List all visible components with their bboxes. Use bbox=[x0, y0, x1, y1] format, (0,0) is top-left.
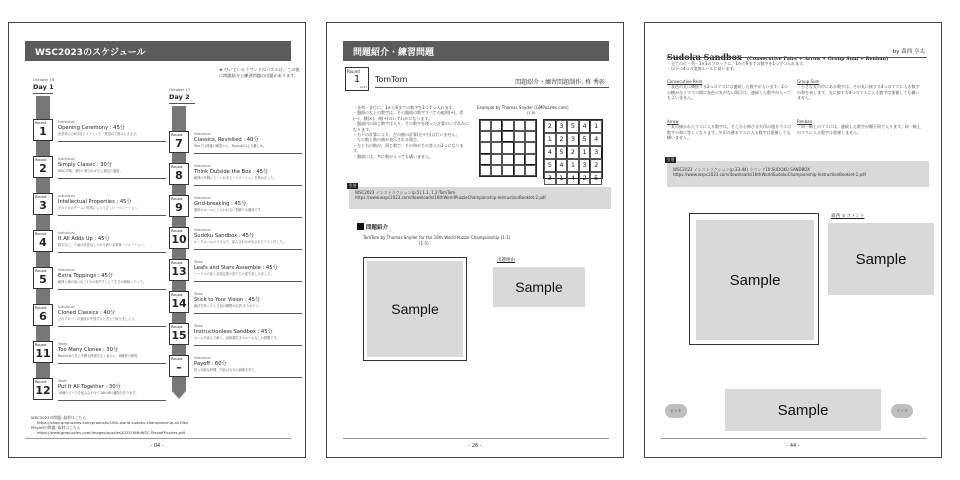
round-word: Round bbox=[171, 165, 183, 169]
round-desc: 西美和らの6分前トラフィック「発語がで進みとききさ。 bbox=[58, 132, 140, 136]
round-number: 12 bbox=[35, 384, 51, 397]
puzzle-cell bbox=[502, 154, 513, 165]
round-desc: オンクルールのパズルで、組み合わせが出されたテスト作した。 bbox=[194, 240, 287, 244]
round-type: Individual bbox=[58, 120, 75, 124]
round-sub: (1.1) bbox=[359, 85, 367, 89]
round-number: 10 bbox=[171, 233, 187, 246]
puzzle-cell bbox=[480, 131, 491, 142]
round-title: Sudoku Sandbox : 45分 bbox=[194, 233, 255, 239]
round-info bbox=[58, 342, 140, 358]
puzzle-sample-image: Sample bbox=[696, 220, 814, 340]
round-box bbox=[169, 323, 189, 345]
round-word: Round bbox=[171, 133, 183, 137]
puzzle-cell bbox=[480, 120, 491, 131]
round-box bbox=[33, 156, 53, 178]
round-info bbox=[194, 292, 262, 308]
intro-text: ・全ての行・列・3×3のブロックに、1から9までの数字を1つずつ入れます。 ・以下の4つの追加ルールに従います。 bbox=[667, 61, 807, 72]
rule-block bbox=[797, 79, 921, 101]
round-title: Think Outside the Box : 45分 bbox=[194, 169, 269, 175]
solution-cell: 5 bbox=[556, 146, 568, 159]
puzzle-cell bbox=[525, 154, 536, 165]
schedule-note: ★ 付いているラウンドのパズルは、この後に問題紹介と練習問題の出題があります。 bbox=[219, 67, 300, 78]
rule-block bbox=[667, 79, 791, 101]
round-title: Opening Ceremony : 45分 bbox=[58, 125, 125, 131]
round-box bbox=[169, 259, 189, 281]
solution-cell: 4 bbox=[567, 172, 579, 185]
round-number: 5 bbox=[39, 273, 47, 286]
page-number: - 26 - bbox=[468, 443, 482, 449]
round-number: 15 bbox=[171, 329, 187, 342]
puzzle-cell bbox=[491, 131, 502, 142]
puzzle-cell bbox=[514, 131, 525, 142]
round-number: 14 bbox=[171, 297, 187, 310]
round-word: Round bbox=[171, 229, 183, 233]
solution-cell: 1 bbox=[544, 133, 556, 146]
round-word: Round bbox=[35, 121, 47, 125]
footer-links bbox=[31, 415, 301, 436]
round-word: Round bbox=[35, 195, 47, 199]
puzzle-cell bbox=[502, 142, 513, 153]
round-desc: Twoでは運番の練習から、Round2はより難しめ。 bbox=[194, 144, 267, 148]
round-info bbox=[194, 356, 258, 372]
round-info bbox=[194, 324, 280, 340]
round-number: 13 bbox=[171, 265, 187, 278]
comment-sample-image: Sample bbox=[828, 223, 934, 295]
ikasu-badge: イくス bbox=[891, 404, 913, 418]
reference-box bbox=[666, 157, 929, 187]
round-desc: 投入可能な時間、内容は当日の最後を見て。 bbox=[194, 368, 258, 372]
round-desc: 数字なし、た値は変更なしたがる新い参算系バリエーション。 bbox=[58, 243, 147, 247]
solution-cell: 1 bbox=[556, 172, 568, 185]
round-number: 3 bbox=[39, 199, 47, 212]
round-word: Round bbox=[171, 261, 183, 265]
page-number: - 44 - bbox=[786, 443, 800, 449]
round-desc: WSC対戦。還年の数合わが主に最定の番組。 bbox=[58, 169, 123, 173]
round-desc: それそれのチームの性質によって正しいバリエーション。 bbox=[58, 206, 141, 210]
round-number: 1 bbox=[353, 74, 361, 85]
round-info bbox=[194, 132, 266, 148]
round-info bbox=[194, 164, 277, 180]
rule-text: ・同一線上のマスには、連続した数字が順不同で入ります。同一線上のマスに入る数字は重複しません。 bbox=[797, 124, 921, 135]
example-index: (1-0) bbox=[527, 111, 536, 115]
comment-label: 出題理由 bbox=[497, 258, 515, 263]
round-type: Individual bbox=[58, 194, 75, 198]
solution-cell: 2 bbox=[590, 159, 602, 172]
intro-caption: TomTom by Thomas Snyder for the 16th World Puzzle Championship (1.1) bbox=[363, 235, 511, 240]
round-number: 4 bbox=[39, 236, 47, 249]
author: by 森西 亨太 bbox=[892, 49, 925, 55]
rules-text bbox=[353, 105, 471, 159]
puzzle-cell bbox=[491, 142, 502, 153]
puzzle-cell bbox=[491, 120, 502, 131]
solution-cell: 2 bbox=[544, 120, 556, 133]
reference-tag: 引用 bbox=[666, 157, 675, 162]
round-type: Team bbox=[194, 324, 203, 328]
solution-cell: 1 bbox=[579, 146, 591, 159]
puzzle-frame bbox=[689, 213, 819, 345]
round-number: 1 bbox=[39, 125, 47, 138]
rule-line: ・左と右の数が、同じ数で、その和がその答えの1つになります。 bbox=[353, 142, 464, 154]
page-number: - 04 - bbox=[150, 443, 164, 449]
round-box bbox=[169, 131, 189, 153]
solution-cell: 5 bbox=[590, 172, 602, 185]
day2-date: October 17 bbox=[169, 87, 191, 92]
reference-tag: 引用 bbox=[348, 183, 357, 188]
round-word: Round bbox=[347, 69, 360, 74]
page-puzzle-intro bbox=[326, 22, 624, 458]
solution-cell: 3 bbox=[567, 133, 579, 146]
page-title: Sudoku Sandbox bbox=[667, 52, 742, 62]
round-title: Extra Toppings : 45分 bbox=[58, 273, 113, 279]
round-title: It All Adds Up : 45分 bbox=[58, 236, 110, 242]
example-solution-grid bbox=[543, 119, 603, 182]
round-title: Leafs and Stars Assemble : 45分 bbox=[194, 265, 278, 271]
round-number: 6 bbox=[39, 310, 47, 323]
solution-cell: 5 bbox=[567, 120, 579, 133]
rule-name: Renban bbox=[797, 119, 813, 124]
example-caption: Example by Thomas Snyder (GMPuzzles.com) bbox=[477, 105, 569, 110]
round-info bbox=[58, 268, 146, 284]
rule-line: ・右下の計算により、左の値の計算(左÷右)は行いません。 bbox=[353, 131, 460, 137]
round-box bbox=[169, 163, 189, 185]
round-word: Round bbox=[35, 380, 47, 384]
round-title: Cloned Classics : 40分 bbox=[58, 310, 116, 316]
footer-link[interactable]: https://shop.gmpuzzles.com/products/16th-world-sudoku-championship-all-files bbox=[37, 420, 189, 426]
round-desc: Round 6の先に中間も関連を生く表示に、8種票の個別。 bbox=[58, 354, 141, 358]
puzzle-cell bbox=[514, 120, 525, 131]
footer-line: Playoffの問題: 取材はこちら bbox=[31, 425, 81, 431]
round-type: Team bbox=[58, 342, 67, 346]
solution-cell: 4 bbox=[590, 133, 602, 146]
round-title: Grid-breaking : 45分 bbox=[194, 201, 247, 207]
puzzle-name: TomTom bbox=[375, 75, 408, 84]
rule-text: ・小さな丸の中にある数字は、その丸に接する4つのマスに入る数字の和を表します。丸に接する4つのマスに入る数字は重複しても構いません。 bbox=[797, 84, 920, 101]
intro-index: (1-5) bbox=[419, 241, 429, 246]
round-number: 2 bbox=[39, 162, 47, 175]
round-word: Round bbox=[35, 343, 47, 347]
round-type: Individual bbox=[194, 356, 211, 360]
solution-cell: 2 bbox=[556, 133, 568, 146]
puzzle-cell bbox=[525, 142, 536, 153]
round-desc: 範囲の外側にヒントがあるバリエーションを集めました。 bbox=[194, 176, 277, 180]
rule-text: ・灰色の丸に隣接する2つのマスには連続した数字が入ります。2つの横か合うマスの間に灰色の丸がない場合は、連続した数字が入ってもよいません。 bbox=[667, 84, 791, 101]
round-info bbox=[194, 228, 286, 244]
rule-line: ・各列・各行に、1から6までの数字を1つずつ入れます。 bbox=[353, 105, 457, 110]
rule-name: Arrow bbox=[667, 119, 679, 124]
round-title: Intellectual Properties : 45分 bbox=[58, 199, 132, 205]
reference-link[interactable]: https://www.wspc2023.com/downloads/16thWorldSudokuChampionship-InstructionBooklet-2.pdf bbox=[673, 172, 866, 178]
puzzle-cell bbox=[514, 154, 525, 165]
round-type: Individual bbox=[58, 268, 75, 272]
round-title: Payoff : 60分 bbox=[194, 361, 227, 367]
credit: 問題紹介・練習問題制作: 柊 秀彰 bbox=[515, 79, 605, 86]
day1-date: October 16 bbox=[33, 77, 55, 82]
puzzle-cell bbox=[502, 165, 513, 176]
page-schedule bbox=[8, 22, 306, 458]
round-word: Round bbox=[35, 158, 47, 162]
solution-cell: 4 bbox=[556, 159, 568, 172]
round-title: Simply Classic : 30分 bbox=[58, 162, 113, 168]
round-title: Classics, Revisited : 40分 bbox=[194, 137, 259, 143]
round-type: Individual bbox=[58, 157, 75, 161]
round-box bbox=[169, 195, 189, 217]
section-label: 問題紹介 bbox=[357, 223, 388, 231]
page-subtitle: (Consecutive Pairs + Arrow + Group Sum + Renban) bbox=[746, 56, 889, 62]
puzzle-cell bbox=[480, 165, 491, 176]
round-box bbox=[33, 341, 53, 363]
day1-label: Day 1 bbox=[33, 83, 54, 91]
rule-name: Consecutive Pairs bbox=[667, 79, 703, 84]
round-desc: ルールを読んで解く。説明書抜きのルールなしの問題です。 bbox=[194, 336, 280, 340]
round-box bbox=[33, 304, 53, 326]
round-box bbox=[33, 378, 53, 400]
round-desc: 16個のピースを組み合わせて16x16の盤面を作ります。 bbox=[58, 391, 139, 395]
round-word: Round bbox=[171, 325, 183, 329]
solution-cell: 5 bbox=[544, 159, 556, 172]
round-number: 7 bbox=[175, 137, 183, 150]
round-type: Individual bbox=[194, 164, 211, 168]
round-info bbox=[194, 260, 278, 276]
puzzle-cell bbox=[525, 165, 536, 176]
round-box bbox=[169, 355, 189, 377]
round-box bbox=[33, 193, 53, 215]
round-word: Round bbox=[171, 293, 183, 297]
round-info bbox=[58, 120, 139, 136]
solution-cell: 5 bbox=[579, 133, 591, 146]
puzzle-cell bbox=[514, 165, 525, 176]
round-desc: 解法を持ったとき前の構想の応答 ありがとう。 bbox=[194, 304, 262, 308]
rule-line: ・盤面の左上の数字は、その盤面の数字すべての総和(+)、差(−)、積(×)、商(÷)のいずれかになります。 bbox=[353, 110, 464, 121]
reference-title: WSC2023 インストラクション(p.5) 1.1, 1.2:TomTom bbox=[355, 190, 456, 195]
round-type: Team bbox=[194, 292, 203, 296]
solution-cell: 3 bbox=[556, 120, 568, 133]
round-desc: 範囲と線の条に出て1分の条件すとして生きか無駄ったって。 bbox=[58, 280, 147, 284]
comment-label: 森西 's コメント bbox=[831, 214, 865, 219]
solution-cell: 1 bbox=[567, 159, 579, 172]
page-title: 問題紹介・練習問題 bbox=[343, 41, 609, 61]
round-desc: どのクローンの最終が中国すると答えて取りましょう。 bbox=[58, 317, 138, 321]
hint-sample-image: Sample bbox=[725, 389, 881, 431]
reference-box bbox=[348, 183, 611, 209]
round-info bbox=[194, 196, 264, 212]
round-info bbox=[58, 157, 123, 173]
solution-cell: 3 bbox=[544, 172, 556, 185]
solution-cell: 3 bbox=[590, 146, 602, 159]
round-number: 11 bbox=[35, 347, 51, 360]
round-title: Instructionless Sandbox : 45分 bbox=[194, 329, 273, 335]
solution-cell: 1 bbox=[590, 120, 602, 133]
day2-label: Day 2 bbox=[169, 93, 190, 101]
round-box bbox=[33, 230, 53, 252]
round-title: Too Many Clones : 30分 bbox=[58, 347, 119, 353]
round-word: Round bbox=[35, 306, 47, 310]
round-number: – bbox=[176, 361, 182, 374]
puzzle-cell bbox=[502, 131, 513, 142]
comment-sample-image: Sample bbox=[493, 267, 585, 307]
round-info bbox=[58, 194, 140, 210]
page-title: WSC2023のスケジュール bbox=[25, 41, 291, 61]
footer-link[interactable]: https://www.gmpuzzles.com/images/puzzles2023/16thWSC-PlayoffPuzzles.pdf bbox=[37, 430, 185, 436]
round-type: Individual bbox=[194, 228, 211, 232]
rule-line: ・盤面内の同じ数字は入り、その数字を使った計算のいずれかになります。 bbox=[353, 121, 469, 132]
round-desc: シーテルの星と多面定着の星たちの面を楽しみました。 bbox=[194, 272, 274, 276]
rule-line: ・左の数と数の値が表示される場合、 bbox=[353, 137, 421, 143]
round-box bbox=[33, 267, 53, 289]
reference-link[interactable]: https://www.wspc2023.com/downloads/16thWorldPuzzleChampionship-InstructionBooklet-2.pdf bbox=[355, 195, 546, 201]
solution-cell: 2 bbox=[567, 146, 579, 159]
puzzle-cell bbox=[502, 120, 513, 131]
round-title: Stick to Your Vision : 45分 bbox=[194, 297, 261, 303]
puzzle-cell bbox=[525, 120, 536, 131]
rule-block bbox=[797, 119, 921, 135]
solution-cell: 2 bbox=[579, 172, 591, 185]
round-info bbox=[58, 305, 138, 321]
round-type: Individual bbox=[194, 132, 211, 136]
solution-cell: 3 bbox=[579, 159, 591, 172]
rule-name: Group Sum bbox=[797, 79, 820, 84]
round-type: Team bbox=[194, 260, 203, 264]
round-word: Round bbox=[171, 197, 183, 201]
round-type: Individual bbox=[58, 231, 75, 235]
round-word: Round bbox=[35, 232, 47, 236]
round-word: Round bbox=[171, 357, 183, 361]
round-type: Team bbox=[58, 379, 67, 383]
footer-line: WSC2023の問題: 取材はこちら bbox=[31, 415, 87, 420]
puzzle-cell bbox=[525, 131, 536, 142]
round-info bbox=[58, 231, 147, 247]
round-box bbox=[169, 227, 189, 249]
rule-text: ・丸の描かれたマスに入る数字は、そこから伸びる矢印の通るマスの数字の和に等しくなります。矢印の通るマスに入る数字は重複しても構いません。 bbox=[667, 124, 791, 141]
round-box bbox=[169, 291, 189, 313]
puzzle-frame bbox=[363, 257, 467, 361]
solution-cell: 4 bbox=[544, 146, 556, 159]
round-title: Put It All Together : 30分 bbox=[58, 384, 121, 390]
round-box bbox=[33, 119, 53, 141]
round-type: Individual bbox=[194, 196, 211, 200]
rule-line: ・盤面には、共に数が入っても構いません。 bbox=[353, 153, 434, 159]
page-sudoku-sandbox bbox=[644, 22, 942, 458]
puzzle-cell bbox=[480, 142, 491, 153]
round-info bbox=[58, 379, 138, 395]
round-type: Individual bbox=[58, 305, 75, 309]
rule-block bbox=[667, 119, 791, 141]
puzzle-cell bbox=[514, 142, 525, 153]
example-puzzle-grid bbox=[479, 119, 537, 177]
round-desc: 通常のルールにとらわれない型破りな盤面です。 bbox=[194, 208, 264, 212]
round-number: 8 bbox=[175, 169, 183, 182]
hint-badge: ヒント bbox=[665, 404, 687, 418]
solution-cell: 4 bbox=[579, 120, 591, 133]
reference-title: WSC2023 インストラクション(p.33-44) ラウンド10:SUDOKU SANDBOX bbox=[673, 167, 810, 172]
round-word: Round bbox=[35, 269, 47, 273]
puzzle-cell bbox=[491, 165, 502, 176]
puzzle-cell bbox=[491, 154, 502, 165]
round-number: 9 bbox=[175, 201, 183, 214]
round-badge bbox=[345, 67, 369, 91]
puzzle-sample-image: Sample bbox=[367, 261, 463, 357]
puzzle-cell bbox=[480, 154, 491, 165]
